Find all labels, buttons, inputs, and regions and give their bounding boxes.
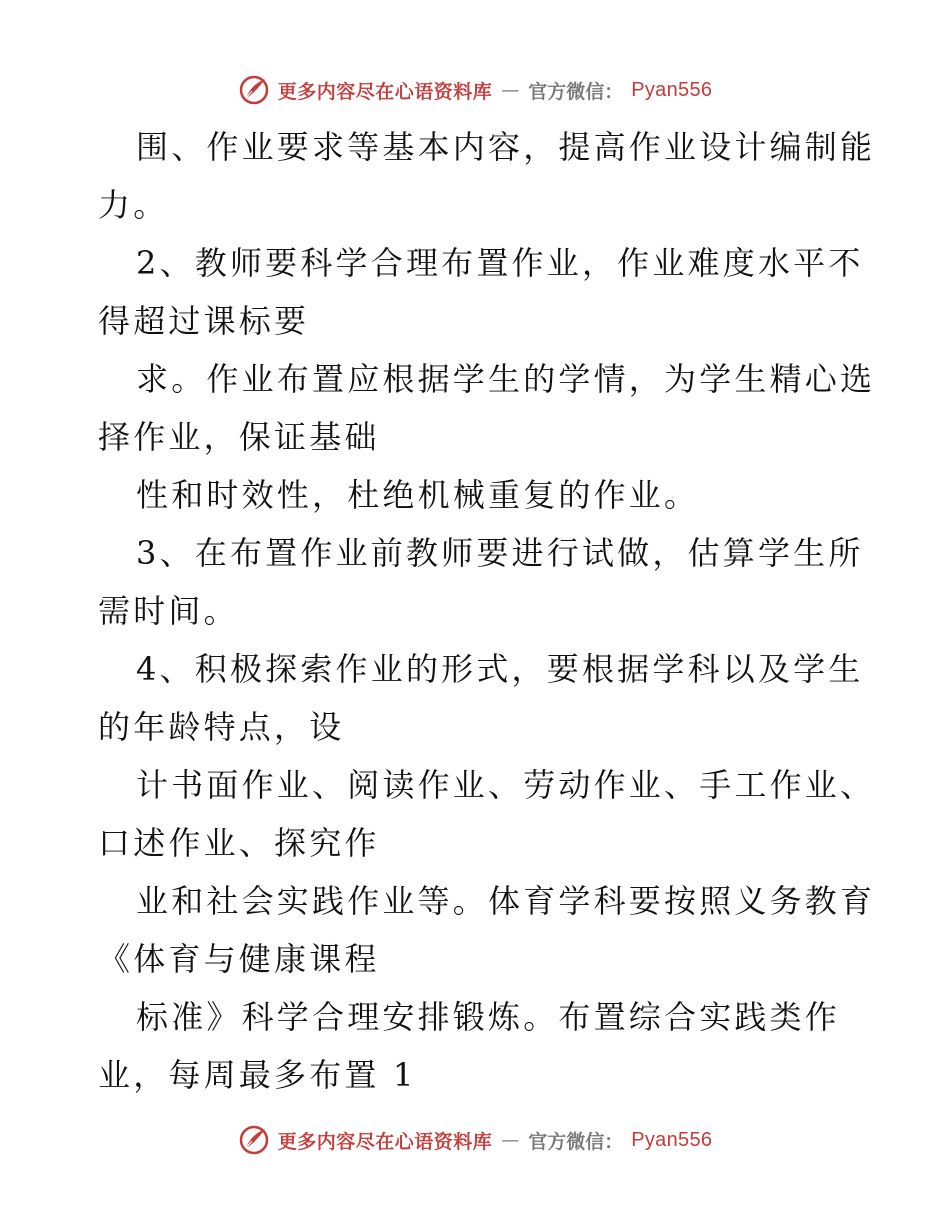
text-line: 计书面作业、阅读作业、劳动作业、手工作业、 (136, 766, 876, 804)
text-line: 口述作业、探究作 (98, 824, 380, 862)
watermark-main-text: 更多内容尽在心语资料库 (277, 80, 493, 103)
document-body (98, 118, 876, 1104)
watermark-id: Pyan556 (631, 78, 713, 101)
watermark-id: Pyan556 (631, 1128, 713, 1151)
text-line: 围、作业要求等基本内容，提高作业设计编制能 (136, 128, 876, 166)
text-line: 得超过课标要 (98, 302, 310, 340)
text-line: 2、教师要科学合理布置作业，作业难度水平不 (136, 244, 864, 282)
header-watermark (0, 68, 950, 112)
watermark-label: 官方微信： (528, 1130, 624, 1153)
watermark-separator: — (501, 1129, 520, 1151)
feather-pen-circle-icon (238, 1124, 270, 1156)
text-line: 择作业，保证基础 (98, 418, 380, 456)
text-line: 需时间。 (98, 592, 239, 630)
text-line: 的年龄特点，设 (98, 708, 345, 746)
text-line: 性和时效性，杜绝机械重复的作业。 (136, 476, 700, 514)
text-line: 4、积极探索作业的形式，要根据学科以及学生 (136, 650, 864, 688)
text-line: 力。 (98, 186, 169, 224)
feather-pen-circle-icon (238, 74, 270, 106)
text-line: 业和社会实践作业等。体育学科要按照义务教育 (136, 882, 876, 920)
footer-watermark (0, 1118, 950, 1162)
text-line: 《体育与健康课程 (98, 940, 380, 978)
watermark-main-text: 更多内容尽在心语资料库 (277, 1130, 493, 1153)
watermark-separator: — (501, 79, 520, 101)
watermark-label: 官方微信： (528, 80, 624, 103)
text-line: 求。作业布置应根据学生的学情，为学生精心选 (136, 360, 876, 398)
text-line: 业，每周最多布置 1 (98, 1056, 417, 1094)
text-line: 3、在布置作业前教师要进行试做，估算学生所 (136, 534, 864, 572)
text-line: 标准》科学合理安排锻炼。布置综合实践类作 (136, 998, 841, 1036)
